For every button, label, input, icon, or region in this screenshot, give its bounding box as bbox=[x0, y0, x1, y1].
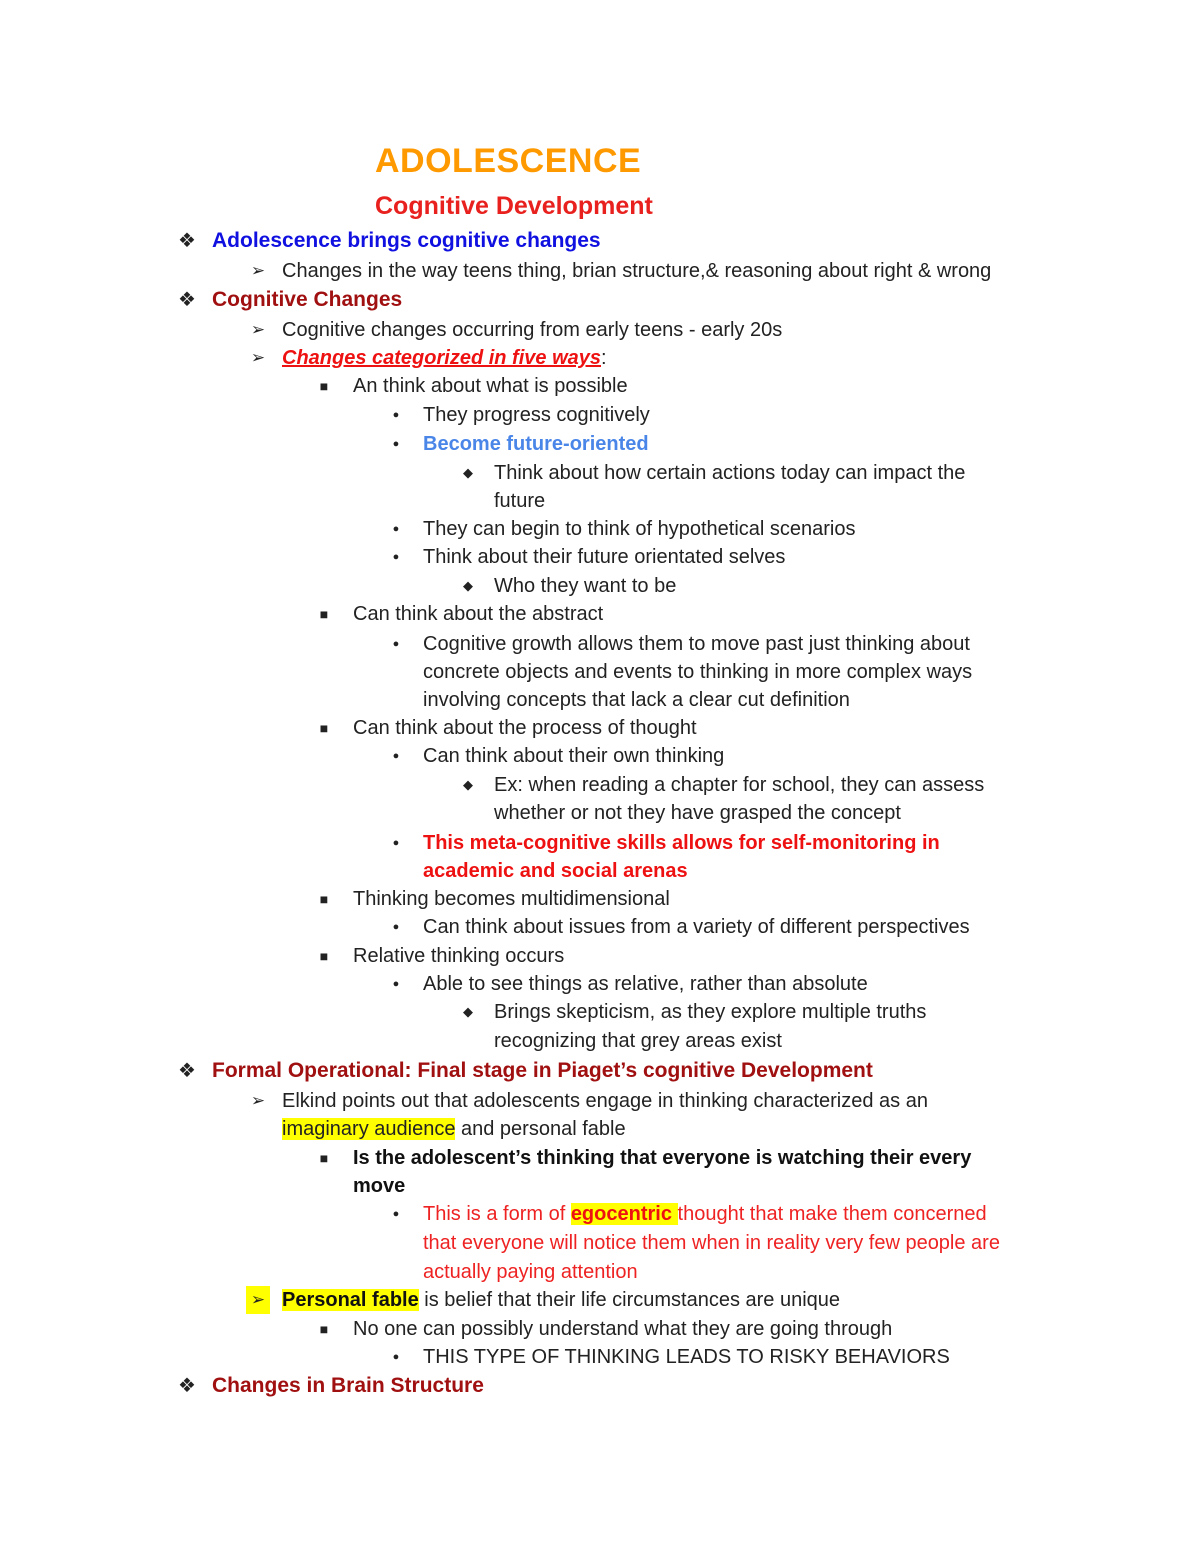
list-item-continued: actually paying attention bbox=[423, 1261, 638, 1283]
square-bullet-icon: ■ bbox=[319, 720, 329, 736]
heading-formal-operational: ❖ Formal Operational: Final stage in Piaget’s cognitive Development bbox=[0, 1057, 1200, 1085]
list-item-continued: future bbox=[494, 490, 546, 512]
diamond-bullet-icon: ◆ bbox=[463, 578, 473, 593]
dot-bullet-icon: ● bbox=[392, 523, 400, 535]
list-item: ■ Thinking becomes multidimensional bbox=[0, 885, 1200, 913]
diamond4-bullet-icon: ❖ bbox=[178, 230, 196, 252]
highlight-imaginary-audience: imaginary audience bbox=[282, 1118, 456, 1140]
square-bullet-icon: ■ bbox=[319, 378, 329, 394]
list-item: ■ No one can possibly understand what they are going through bbox=[0, 1315, 1200, 1343]
list-item-continued: concrete objects and events to thinking in more complex ways bbox=[423, 661, 973, 683]
arrow-bullet-icon: ➢ bbox=[250, 261, 266, 280]
heading-cognitive-changes: ❖ Cognitive Changes bbox=[0, 286, 1200, 314]
dot-bullet-icon: ● bbox=[392, 638, 400, 650]
list-item: ◆ Think about how certain actions today can impact the bbox=[0, 459, 1200, 487]
dot-bullet-icon: ● bbox=[392, 1351, 400, 1363]
dot-bullet-icon: ● bbox=[392, 409, 400, 421]
arrow-bullet-icon: ➢ bbox=[250, 1091, 266, 1110]
dot-bullet-icon: ● bbox=[392, 551, 400, 563]
list-item: ● Become future-oriented bbox=[0, 430, 1200, 458]
list-item: ● Think about their future orientated selves bbox=[0, 543, 1200, 571]
list-item: ● Able to see things as relative, rather than absolute bbox=[0, 970, 1200, 998]
dot-bullet-icon: ● bbox=[392, 750, 400, 762]
square-bullet-icon: ■ bbox=[319, 1321, 329, 1337]
list-item: ■ An think about what is possible bbox=[0, 372, 1200, 400]
list-item: ● They can begin to think of hypothetical scenarios bbox=[0, 515, 1200, 543]
dot-bullet-icon: ● bbox=[392, 1208, 400, 1220]
square-bullet-icon: ■ bbox=[319, 606, 329, 622]
list-item: ◆ Ex: when reading a chapter for school, they can assess bbox=[0, 771, 1200, 799]
dot-bullet-icon: ● bbox=[392, 837, 400, 849]
page-title: ADOLESCENCE bbox=[375, 142, 642, 180]
diamond4-bullet-icon: ❖ bbox=[178, 289, 196, 311]
list-item: ● Can think about issues from a variety of different perspectives bbox=[0, 913, 1200, 941]
list-item: ◆ Brings skepticism, as they explore multiple truths bbox=[0, 998, 1200, 1026]
list-item: ■ Relative thinking occurs bbox=[0, 942, 1200, 970]
list-item-continued: recognizing that grey areas exist bbox=[494, 1030, 782, 1052]
list-item: ■ Is the adolescent’s thinking that everyone is watching their every bbox=[0, 1144, 1200, 1172]
square-bullet-icon: ■ bbox=[319, 891, 329, 907]
heading-brain-structure: ❖ Changes in Brain Structure bbox=[0, 1372, 1200, 1400]
list-item-continued: move bbox=[353, 1175, 406, 1197]
dot-bullet-icon: ● bbox=[392, 921, 400, 933]
arrow-bullet-icon: ➢ bbox=[250, 320, 266, 339]
list-item-continued: involving concepts that lack a clear cut definition bbox=[423, 689, 850, 711]
list-item-continued: that everyone will notice them when in reality very few people are bbox=[423, 1232, 1000, 1254]
list-item: ● This meta-cognitive skills allows for self-monitoring in bbox=[0, 829, 1200, 857]
diamond-bullet-icon: ◆ bbox=[463, 465, 473, 480]
diamond-bullet-icon: ◆ bbox=[463, 777, 473, 792]
list-item: ● They progress cognitively bbox=[0, 401, 1200, 429]
dot-bullet-icon: ● bbox=[392, 438, 400, 450]
diamond-bullet-icon: ◆ bbox=[463, 1004, 473, 1019]
list-item-continued: imaginary audience and personal fable bbox=[282, 1118, 626, 1140]
square-bullet-icon: ■ bbox=[319, 948, 329, 964]
list-item: ● Can think about their own thinking bbox=[0, 742, 1200, 770]
list-item: ◆ Who they want to be bbox=[0, 572, 1200, 600]
list-item: ■ Can think about the process of thought bbox=[0, 714, 1200, 742]
diamond4-bullet-icon: ❖ bbox=[178, 1375, 196, 1397]
diamond4-bullet-icon: ❖ bbox=[178, 1060, 196, 1082]
heading-adolescence-brings-changes: ❖ Adolescence brings cognitive changes bbox=[0, 227, 1200, 255]
list-item-continued: academic and social arenas bbox=[423, 860, 688, 882]
list-item: ● THIS TYPE OF THINKING LEADS TO RISKY BEHAVIORS bbox=[0, 1343, 1200, 1371]
list-item-continued: whether or not they have grasped the concept bbox=[494, 802, 901, 824]
list-item: ■ Can think about the abstract bbox=[0, 600, 1200, 628]
page-subtitle: Cognitive Development bbox=[375, 192, 653, 220]
list-item: ➢ Elkind points out that adolescents engage in thinking characterized as an bbox=[0, 1087, 1200, 1115]
list-item: ➢ Cognitive changes occurring from early teens - early 20s bbox=[0, 316, 1200, 344]
highlight-personal-fable: Personal fable bbox=[282, 1289, 419, 1311]
dot-bullet-icon: ● bbox=[392, 978, 400, 990]
arrow-bullet-icon: ➢ bbox=[246, 1286, 270, 1314]
list-item: ➢ Personal fable is belief that their life circumstances are unique bbox=[0, 1286, 1200, 1314]
square-bullet-icon: ■ bbox=[319, 1150, 329, 1166]
arrow-bullet-icon: ➢ bbox=[250, 348, 266, 367]
list-item: ➢ Changes in the way teens thing, brian structure,& reasoning about right & wrong bbox=[0, 257, 1200, 285]
list-item: ● Cognitive growth allows them to move past just thinking about bbox=[0, 630, 1200, 658]
highlight-egocentric: egocentric bbox=[570, 1203, 678, 1225]
list-item: ➢ Changes categorized in five ways: bbox=[0, 344, 1200, 372]
list-item: ● This is a form of egocentric thought that make them concerned bbox=[0, 1200, 1200, 1228]
